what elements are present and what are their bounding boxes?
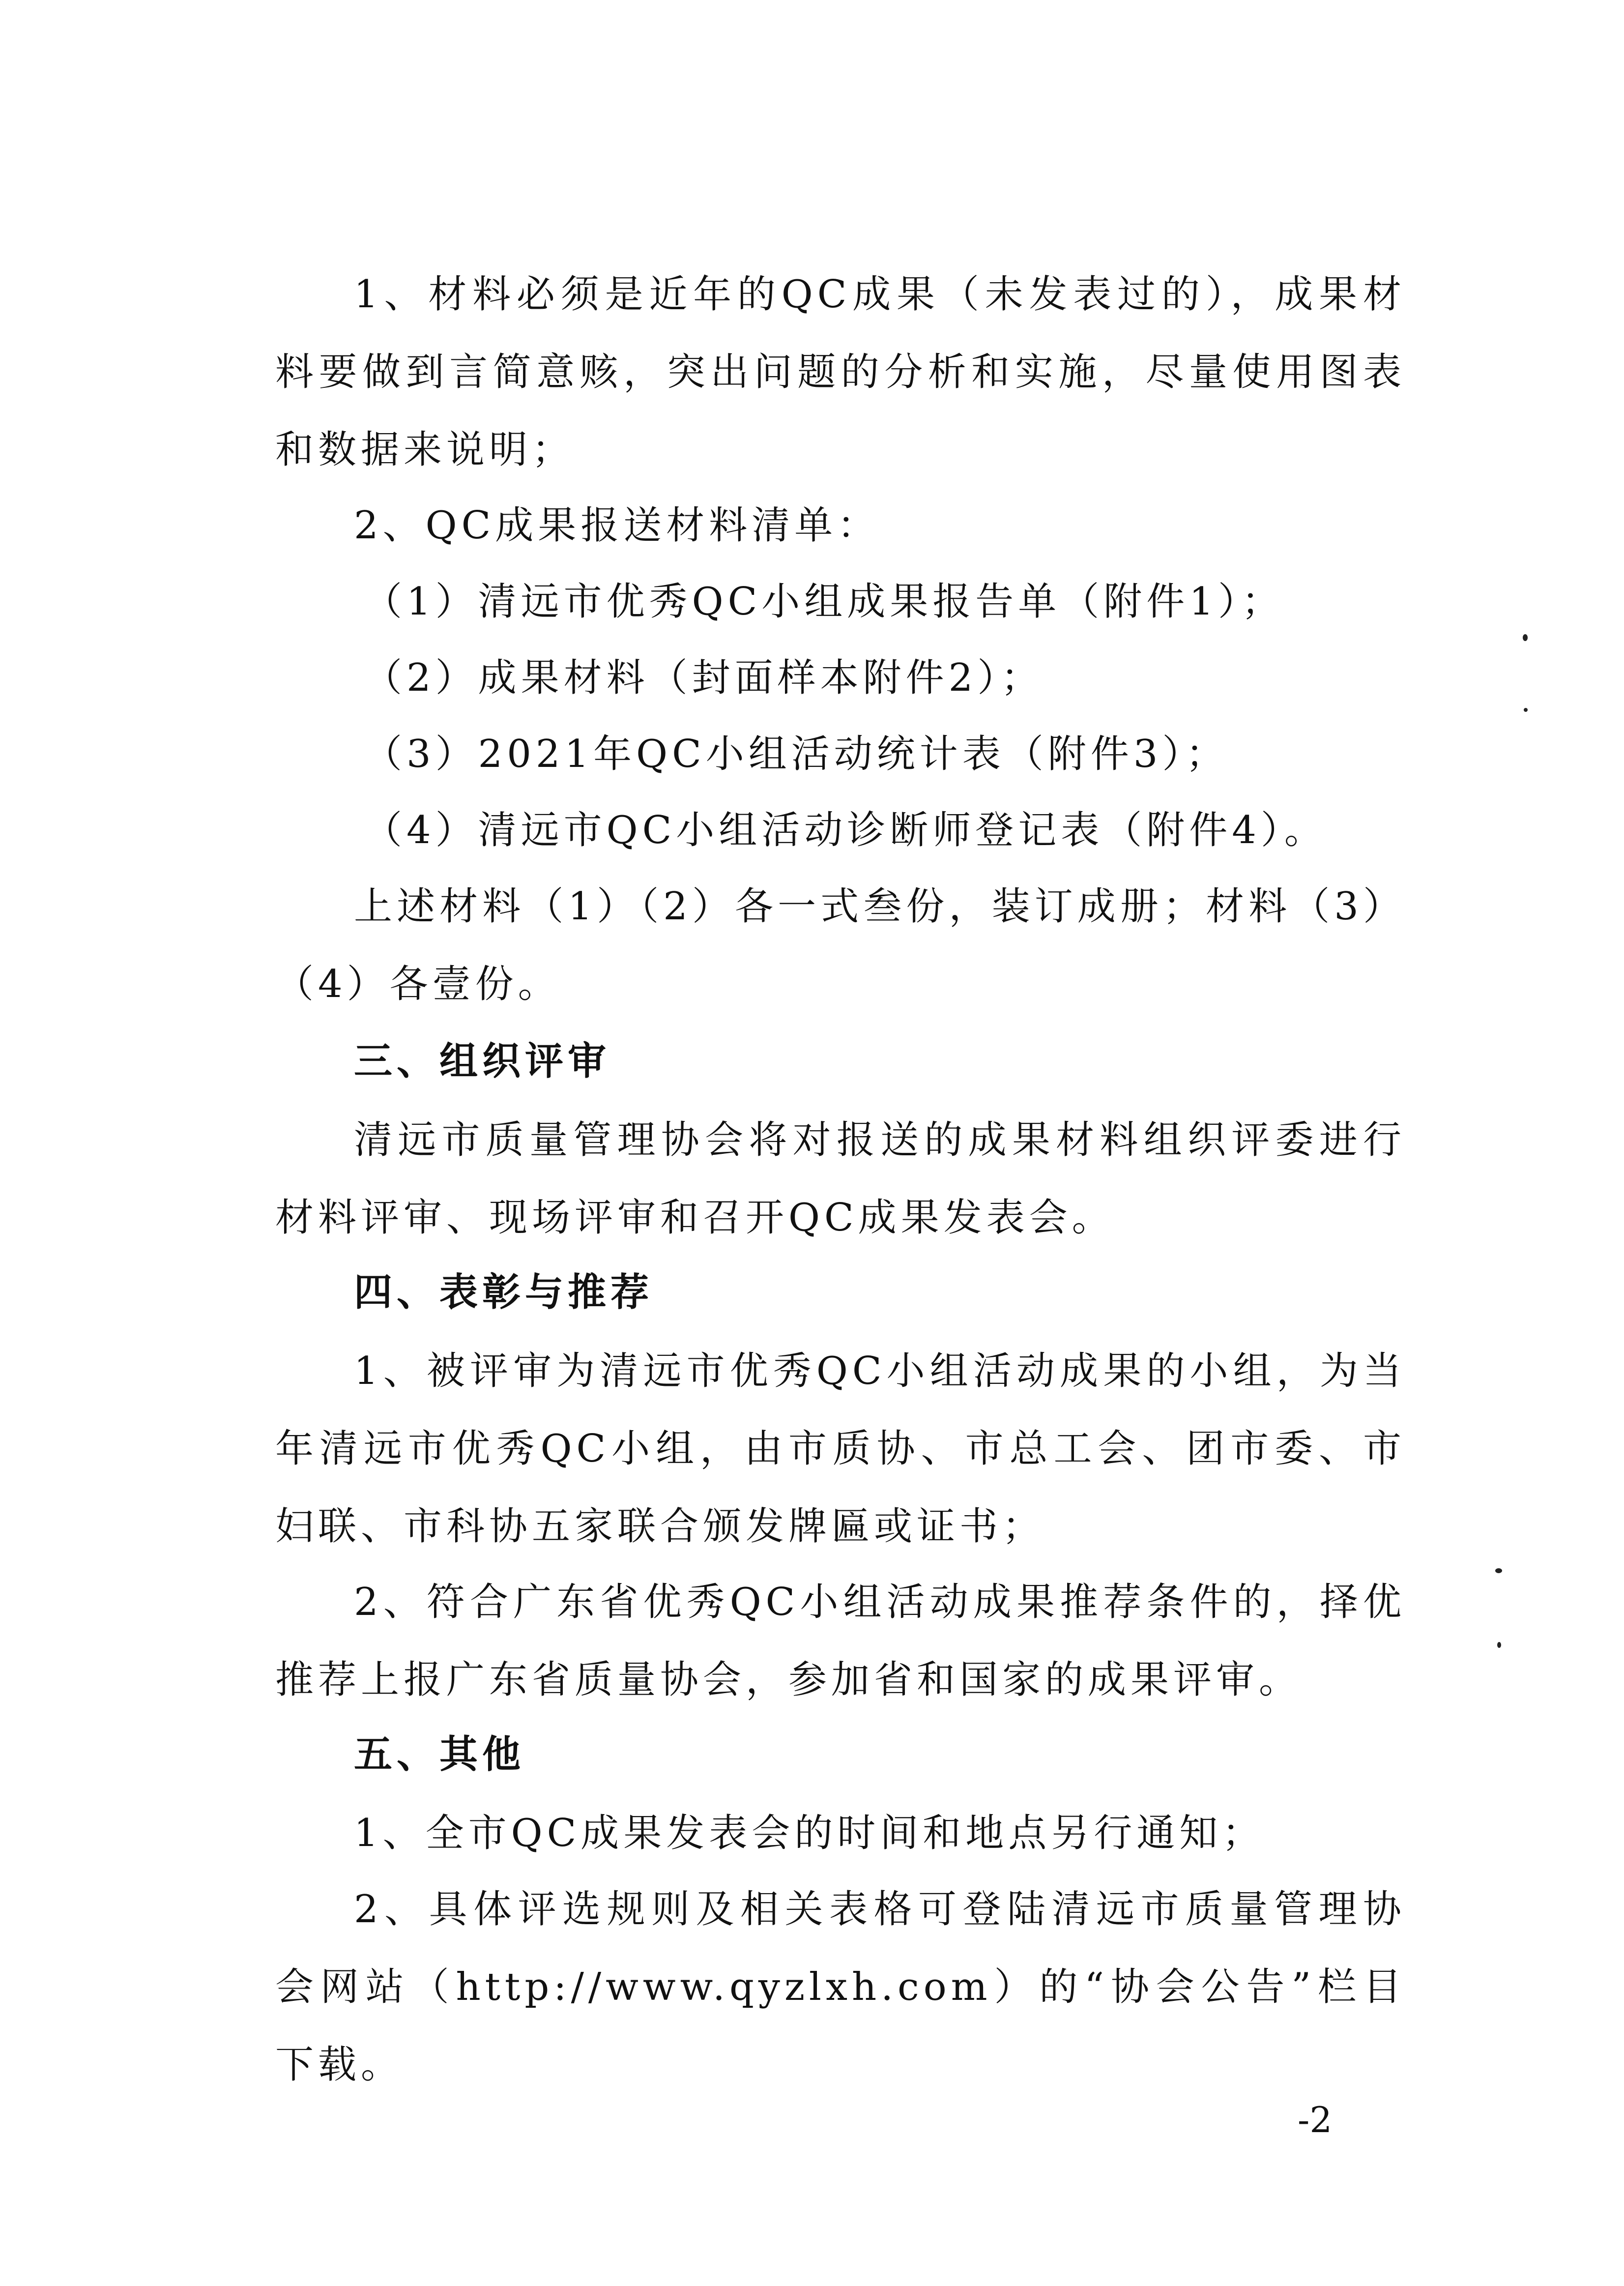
other-item-2: 2、具体评选规则及相关表格可登陆清远市质量管理协会网站（http://www.qyzlxh.com）的“协会公告”栏目下载。 [275,1887,1406,2087]
scan-speck [1524,708,1528,712]
material-list-item-3: （3）2021年QC小组活动统计表（附件3）； [364,732,1229,776]
material-requirement-paragraph: 1、材料必须是近年的QC成果（未发表过的），成果材料要做到言简意赅，突出问题的分析和实施，尽量使用图表和数据来说明； [275,272,1406,472]
scan-speck [1497,1642,1501,1648]
section-heading-review: 三、组织评审 [354,1039,611,1084]
material-list-item-1: （1）清远市优秀QC小组成果报告单（附件1）； [364,580,1284,624]
review-paragraph: 清远市质量管理协会将对报送的成果材料组织评委进行材料评审、现场评审和召开QC成果发表会。 [275,1118,1406,1240]
commendation-item-1: 1、被评审为清远市优秀QC小组活动成果的小组，为当年清远市优秀QC小组，由市质协、市总工会、团市委、市妇联、市科协五家联合颁发牌匾或证书； [275,1349,1406,1549]
page-number: -2 [1298,2099,1333,2140]
material-list-item-2: （2）成果材料（封面样本附件2）； [364,656,1044,700]
scan-speck [1495,1568,1502,1573]
material-list-item-4: （4）清远市QC小组活动诊断师登记表（附件4）。 [364,808,1327,852]
section-heading-other: 五、其他 [354,1732,525,1777]
scan-speck [1523,634,1528,641]
commendation-item-2: 2、符合广东省优秀QC小组活动成果推荐条件的，择优推荐上报广东省质量协会，参加省和国家的成果评审。 [275,1580,1406,1702]
section-heading-commendation: 四、表彰与推荐 [354,1270,654,1315]
material-list-title: 2、QC成果报送材料清单： [354,503,880,548]
material-copies-note: 上述材料（1）（2）各一式叁份，装订成册；材料（3）（4）各壹份。 [275,884,1406,1006]
other-item-1: 1、全市QC成果发表会的时间和地点另行通知； [354,1811,1265,1855]
